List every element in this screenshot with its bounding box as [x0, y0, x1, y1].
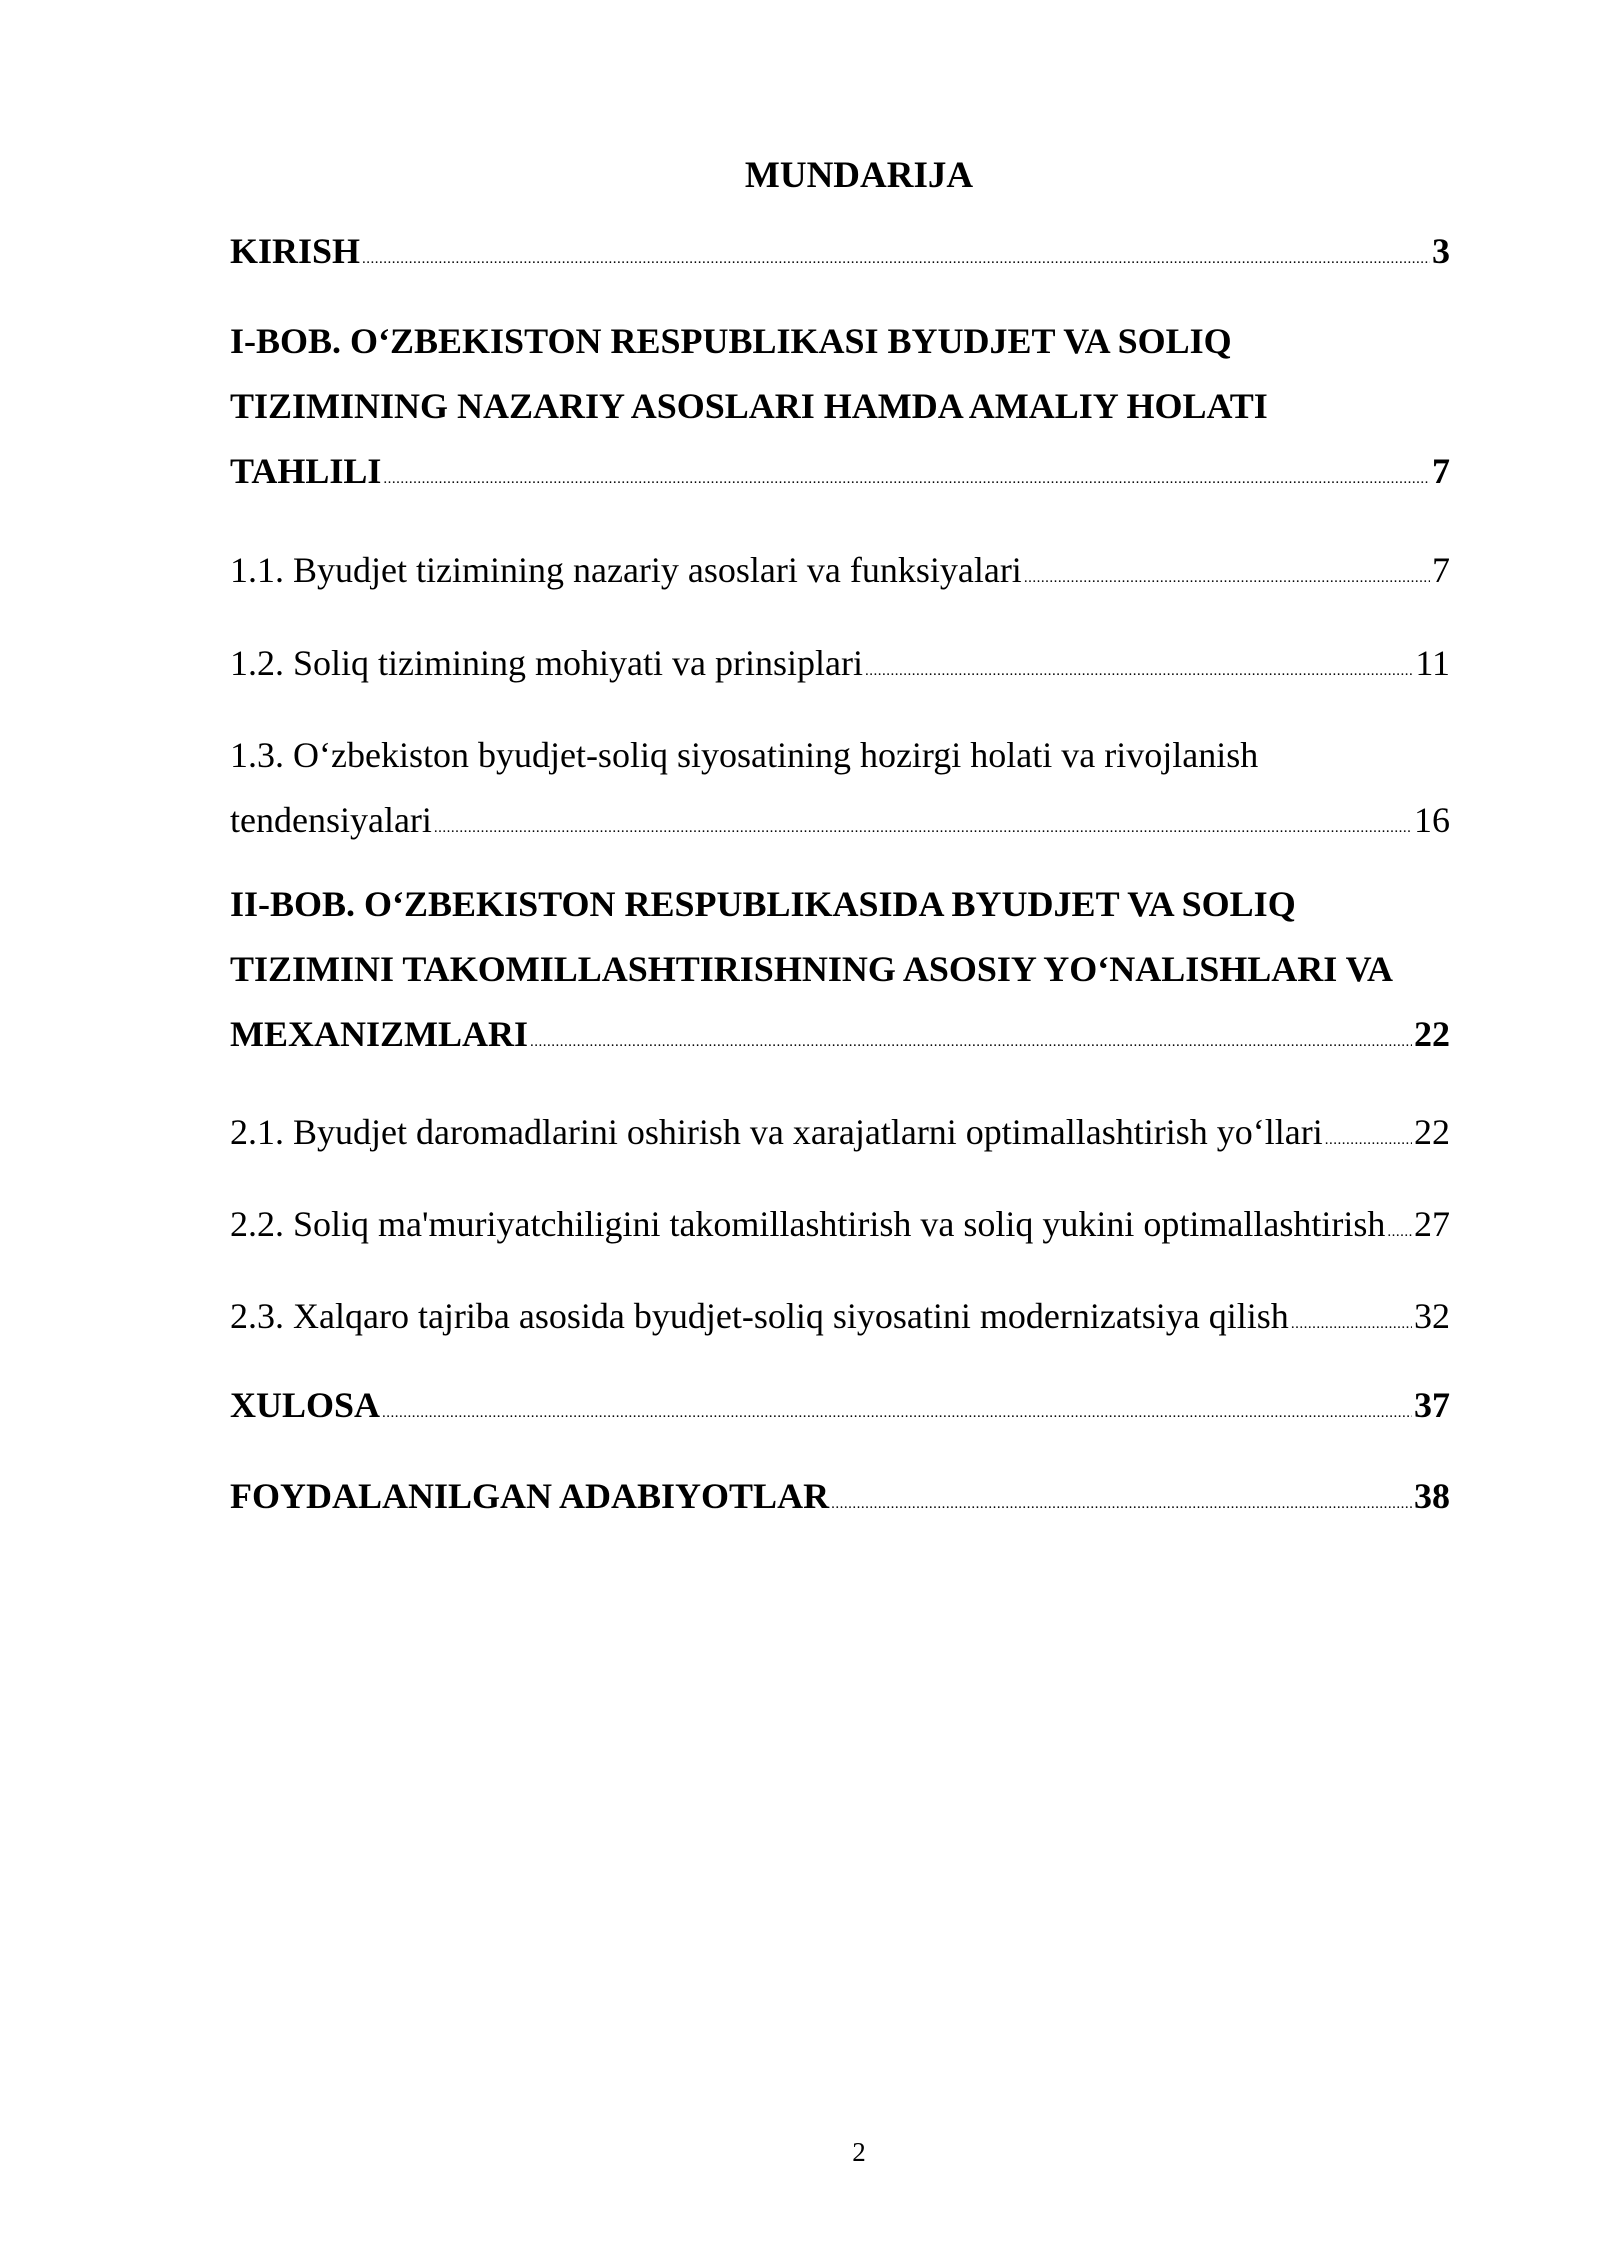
- toc-dot-leader: [383, 447, 1430, 512]
- toc-entry: [230, 538, 1450, 611]
- toc-entry-line: MEXANIZMLARI: [230, 1014, 529, 1054]
- toc-page-number: 38: [1414, 1476, 1450, 1516]
- toc-entry-line: 1.3. O‘zbekiston byudjet-soliq siyosatining hozirgi holati va rivojlanish: [230, 735, 1259, 775]
- toc-entry-line: TAHLILI: [230, 451, 382, 491]
- toc-entry-line: TIZIMINI TAKOMILLASHTIRISHNING ASOSIY YO‘NALISHLARI VA: [230, 949, 1393, 989]
- toc-page-number: 16: [1414, 800, 1450, 840]
- toc-entry: [230, 631, 1450, 704]
- toc-dot-leader: [1291, 1292, 1412, 1357]
- toc-page-number: 11: [1415, 643, 1450, 683]
- toc-entry-line: 2.2. Soliq ma'muriyatchiligini takomillashtirish va soliq yukini optimallashtirish: [230, 1204, 1386, 1244]
- toc-entry-line: XULOSA: [230, 1385, 381, 1425]
- toc-entry: [230, 1373, 1450, 1446]
- toc-page-number: 27: [1414, 1204, 1450, 1244]
- toc-entry: [230, 723, 1450, 861]
- toc-entry: [230, 1192, 1450, 1265]
- toc-entry-line: FOYDALANILGAN ADABIYOTLAR: [230, 1476, 830, 1516]
- toc-dot-leader: [530, 1010, 1412, 1075]
- toc-dot-leader: [382, 1381, 1412, 1446]
- toc-page-number: 37: [1414, 1385, 1450, 1425]
- toc-entry: [230, 872, 1450, 1075]
- toc-entry-line: 2.1. Byudjet daromadlarini oshirish va xarajatlarni optimallashtirish yo‘llari: [230, 1112, 1323, 1152]
- toc-entry: [230, 1284, 1450, 1357]
- toc-entry-line: I-BOB. O‘ZBEKISTON RESPUBLIKASI BYUDJET VA SOLIQ: [230, 321, 1232, 361]
- toc-dot-leader: [362, 227, 1430, 292]
- toc-page-number: 22: [1414, 1112, 1450, 1152]
- toc-entry-line: TIZIMINING NAZARIY ASOSLARI HAMDA AMALIY HOLATI: [230, 386, 1268, 426]
- toc-entry-line: tendensiyalari: [230, 800, 432, 840]
- toc-entry: [230, 219, 1450, 292]
- toc-entry-line: II-BOB. O‘ZBEKISTON RESPUBLIKASIDA BYUDJET VA SOLIQ: [230, 884, 1296, 924]
- page-number: 2: [852, 2137, 866, 2167]
- toc-dot-leader: [865, 639, 1413, 704]
- toc-dot-leader: [1387, 1200, 1412, 1265]
- toc-entry: [230, 1100, 1450, 1173]
- toc-page-number: 22: [1414, 1014, 1450, 1054]
- toc-page-number: 7: [1432, 451, 1450, 491]
- toc-page-number: 7: [1432, 550, 1450, 590]
- toc-dot-leader: [434, 796, 1412, 861]
- toc-entry: [230, 1464, 1450, 1537]
- toc-entry-line: 1.2. Soliq tizimining mohiyati va prinsiplari: [230, 643, 863, 683]
- toc-dot-leader: [831, 1472, 1412, 1537]
- toc-entry-line: 1.1. Byudjet tizimining nazariy asoslari va funksiyalari: [230, 550, 1022, 590]
- toc-entry: [230, 309, 1450, 512]
- toc-entry-line: 2.3. Xalqaro tajriba asosida byudjet-soliq siyosatini modernizatsiya qilish: [230, 1296, 1289, 1336]
- toc-page-number: 32: [1414, 1296, 1450, 1336]
- page-title: MUNDARIJA: [744, 155, 974, 196]
- toc-entry-line: KIRISH: [230, 231, 361, 271]
- toc-dot-leader: [1325, 1108, 1412, 1173]
- toc-page-number: 3: [1432, 231, 1450, 271]
- toc-dot-leader: [1024, 546, 1430, 611]
